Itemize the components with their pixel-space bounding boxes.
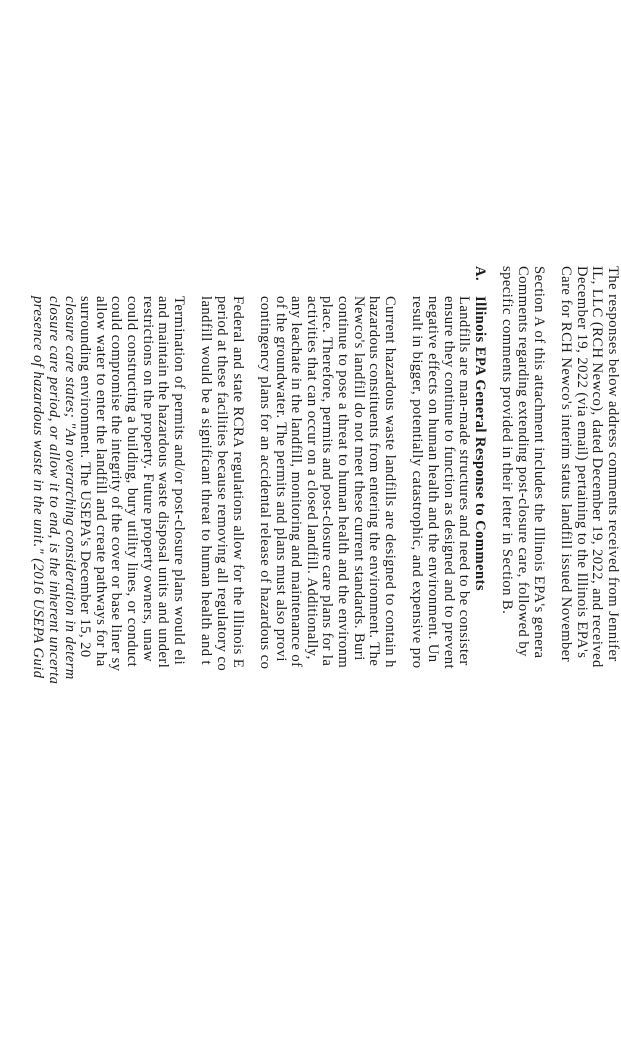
section-a-body xyxy=(30,296,471,1064)
paragraph-line: Federal and state RCRA regulations allow for the Illinois E xyxy=(229,296,246,669)
paragraph-line: activities that can occur on a closed landfill. Additionally, xyxy=(303,296,320,660)
paragraph-line: Landfills are man-made structures and need to be consister xyxy=(456,296,473,666)
paragraph-line: surrounding environment. The USEPA's December 15, 20 xyxy=(77,296,94,658)
intro-line: The responses below address comments received from Jennifer xyxy=(605,266,621,662)
section-intro-line: specific comments provided in their letter in Section B. xyxy=(499,266,516,615)
paragraph-line: presence of hazardous waste in the unit." (2016 USEPA Guid xyxy=(30,296,47,679)
intro-line: IL, LLC (RCH Newco), dated December 19, 2022, and received xyxy=(589,266,606,668)
paragraph-line: closure care states; "An overarching consideration in determ xyxy=(61,296,78,680)
paragraph-line: hazardous constituents from entering the environment. The xyxy=(366,296,383,667)
intro-line: Care for RCH Newco's interim status landfill issued November xyxy=(558,266,575,663)
paragraph-line: Termination of permits and/or post-closure plans would eli xyxy=(170,296,187,666)
rotated-text-block xyxy=(30,264,621,1064)
paragraph-line: period at these facilities because removing all regulatory co xyxy=(213,296,230,672)
paragraph-line: Newco's landfill do not meet these current standards. Buri xyxy=(350,296,367,661)
intro-line: December 19, 2022 (via email) pertaining to the Illinois EPA's xyxy=(573,266,590,659)
paragraph-line: could compromise the integrity of the cover or base liner sy xyxy=(108,296,125,672)
section-a-paragraph-3 xyxy=(198,296,245,1064)
paragraph-line: contingency plans for an accidental release of hazardous co xyxy=(257,296,274,670)
paragraph-line: and maintain the hazardous waste disposal units and underl xyxy=(155,296,172,669)
paragraph-line: could constructing a building, bury utility lines, or conduct xyxy=(123,296,140,668)
paragraph-line: allow water to enter the landfill and create pathways for ha xyxy=(92,296,109,667)
paragraph-line: ensure they continue to function as designed and to prevent xyxy=(440,296,457,670)
section-intro-line: Comments regarding extending post-closure care, followed by xyxy=(515,266,532,657)
paragraph-line: Current hazardous waste landfills are designed to contain h xyxy=(381,296,398,668)
section-a-title: Illinois EPA General Response to Comments xyxy=(471,296,488,592)
paragraph-line: result in bigger, potentially catastrophic, and expensive pro xyxy=(409,296,426,669)
section-a-heading xyxy=(471,264,487,1064)
section-a-letter: A. xyxy=(471,266,488,282)
paragraph-line: place. Therefore, permits and post-closure care plans for la xyxy=(319,296,336,667)
paragraph-line: of the groundwater. The permits and plans must also provi xyxy=(272,296,289,662)
paragraph-line: restrictions on the property. Future property owners, unaw xyxy=(139,296,156,662)
paragraph-line: continue to pose a threat to human health and the environm xyxy=(335,296,352,669)
paragraph-line: negative effects on human health and the environment. Un xyxy=(425,296,442,663)
section-intro-paragraph xyxy=(499,266,546,1064)
intro-paragraph xyxy=(558,266,620,1064)
section-intro-line: Section A of this attachment includes the Illinois EPA's genera xyxy=(530,266,547,659)
section-a-paragraph-1 xyxy=(409,296,471,1064)
paragraph-line: landfill would be a significant threat to human health and t xyxy=(198,296,215,666)
section-a-paragraph-2 xyxy=(257,296,397,1064)
section-a-paragraph-4 xyxy=(30,296,186,1064)
paragraph-line: closure care period, or allow it to end, is the inherent uncerta xyxy=(46,296,62,685)
paragraph-line: any leachate in the landfill, monitoring and maintenance of xyxy=(288,296,305,668)
